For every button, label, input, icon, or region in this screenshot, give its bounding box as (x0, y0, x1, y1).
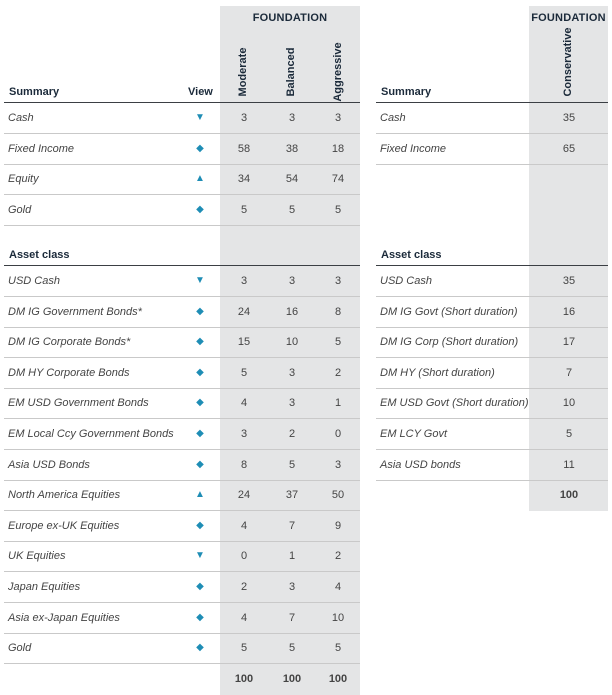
table-row (4, 195, 360, 226)
row-label: North America Equities (8, 489, 121, 502)
table-row (4, 450, 360, 481)
cell-value: 24 (237, 305, 251, 318)
cell-value: 74 (331, 173, 345, 186)
cell-value: 3 (288, 366, 296, 379)
table-row (376, 388, 608, 419)
left-summary-header: Summary (9, 86, 60, 98)
cell-value: 2 (288, 428, 296, 440)
row-label: EM LCY Govt (380, 428, 448, 440)
row-label: EM USD Government Bonds (8, 397, 149, 410)
cell-value: 10 (562, 397, 576, 410)
diamond-icon: ◆ (196, 305, 204, 317)
cell-value: 38 (285, 142, 299, 155)
table-row (4, 358, 360, 389)
table-row (4, 541, 360, 572)
right-asset-class-header: Asset class (381, 249, 442, 261)
row-label: Fixed Income (8, 142, 75, 155)
cell-value: 5 (334, 642, 342, 655)
cell-value: 3 (288, 581, 296, 593)
cell-value: 17 (562, 336, 576, 349)
cell-value: 7 (288, 519, 296, 532)
cell-value: 35 (562, 275, 576, 287)
cell-value: 3 (288, 275, 296, 287)
cell-value: 7 (565, 366, 573, 379)
table-row (4, 633, 360, 664)
total-aggressive: 100 (328, 673, 348, 685)
cell-value: 3 (334, 458, 342, 471)
diamond-icon: ◆ (196, 611, 204, 623)
total-moderate: 100 (234, 673, 254, 685)
cell-value: 4 (240, 519, 248, 532)
cell-value: 5 (240, 203, 248, 216)
row-label: Gold (8, 642, 32, 655)
diamond-icon: ◆ (196, 581, 204, 592)
total-conservative: 100 (559, 489, 579, 501)
diamond-icon: ◆ (196, 366, 204, 378)
diamond-icon: ◆ (196, 336, 204, 348)
table-row (4, 103, 360, 134)
table-row (376, 327, 608, 358)
cell-value: 34 (237, 173, 251, 186)
row-label: EM Local Ccy Government Bonds (8, 428, 174, 440)
cell-value: 10 (285, 336, 299, 349)
row-label: Equity (8, 173, 39, 186)
down-triangle-icon: ▼ (195, 550, 205, 562)
cell-value: 3 (334, 112, 342, 124)
cell-value: 5 (288, 642, 296, 655)
right-foundation-label: FOUNDATION (531, 12, 606, 24)
row-label: USD Cash (380, 275, 432, 287)
cell-value: 3 (288, 112, 296, 124)
row-label: Europe ex-UK Equities (8, 519, 120, 532)
cell-value: 3 (334, 275, 342, 287)
table-row (4, 266, 360, 297)
cell-value: 3 (288, 397, 296, 410)
cell-value: 1 (288, 550, 296, 563)
table-row (376, 134, 608, 165)
row-label: Gold (8, 203, 32, 216)
cell-value: 1 (334, 397, 342, 410)
row-label: UK Equities (8, 550, 66, 563)
up-triangle-icon: ▲ (195, 489, 205, 501)
table-row (4, 511, 360, 542)
diamond-icon: ◆ (196, 642, 204, 654)
row-label: EM USD Govt (Short duration) (380, 397, 529, 410)
cell-value: 2 (240, 581, 248, 593)
row-label: Asia ex-Japan Equities (8, 611, 120, 624)
cell-value: 7 (288, 611, 296, 624)
cell-value: 3 (240, 112, 248, 124)
diamond-icon: ◆ (196, 397, 204, 409)
up-triangle-icon: ▲ (195, 173, 205, 185)
table-row (4, 327, 360, 358)
diamond-icon: ◆ (196, 428, 204, 439)
cell-value: 8 (334, 305, 342, 318)
cell-value: 50 (331, 489, 345, 502)
cell-value: 10 (331, 611, 345, 624)
cell-value: 4 (334, 581, 342, 593)
row-label: DM IG Corp (Short duration) (380, 336, 519, 349)
table-row (4, 388, 360, 419)
table-row (376, 450, 608, 481)
left-foundation-label: FOUNDATION (252, 12, 328, 24)
cell-value: 2 (334, 550, 342, 563)
cell-value: 35 (562, 112, 576, 124)
cell-value: 3 (240, 275, 248, 287)
cell-value: 5 (240, 642, 248, 655)
cell-value: 5 (334, 203, 342, 216)
row-label: DM IG Government Bonds* (8, 305, 142, 318)
column-aggressive: Aggressive (332, 42, 344, 102)
cell-value: 2 (334, 366, 342, 379)
cell-value: 9 (334, 519, 342, 532)
column-conservative: Conservative (562, 27, 574, 97)
cell-value: 8 (240, 458, 248, 471)
row-label: USD Cash (8, 275, 60, 287)
cell-value: 37 (285, 489, 299, 502)
cell-value: 16 (285, 305, 299, 318)
table-row (4, 419, 360, 450)
table-row (376, 266, 608, 297)
table-row (376, 103, 608, 134)
table-row (4, 572, 360, 603)
cell-value: 4 (240, 611, 248, 624)
down-triangle-icon: ▼ (195, 112, 205, 123)
down-triangle-icon: ▼ (195, 275, 205, 286)
cell-value: 0 (334, 428, 342, 440)
row-label: Fixed Income (380, 142, 447, 155)
cell-value: 18 (331, 142, 345, 155)
cell-value: 15 (237, 336, 251, 349)
cell-value: 5 (565, 428, 573, 440)
table-row (4, 603, 360, 634)
right-summary-header: Summary (381, 86, 432, 98)
row-label: DM HY Corporate Bonds (8, 366, 130, 379)
diamond-icon: ◆ (196, 519, 204, 531)
cell-value: 0 (240, 550, 248, 563)
diamond-icon: ◆ (196, 458, 204, 470)
row-label: Cash (8, 112, 34, 124)
cell-value: 5 (288, 203, 296, 216)
table-row (376, 358, 608, 389)
row-label: Asia USD bonds (380, 458, 461, 471)
cell-value: 24 (237, 489, 251, 502)
row-label: Japan Equities (8, 581, 81, 593)
row-label: DM IG Corporate Bonds* (8, 336, 131, 349)
table-row (376, 419, 608, 450)
cell-value: 4 (240, 397, 248, 410)
cell-value: 16 (562, 305, 576, 318)
table-row (4, 134, 360, 165)
column-moderate: Moderate (237, 47, 249, 97)
table-row (4, 480, 360, 511)
cell-value: 58 (237, 142, 251, 155)
diamond-icon: ◆ (196, 142, 204, 154)
cell-value: 5 (288, 458, 296, 471)
row-label: DM HY (Short duration) (380, 366, 495, 379)
row-label: Asia USD Bonds (8, 458, 90, 471)
row-label: Cash (380, 112, 406, 124)
cell-value: 5 (334, 336, 342, 349)
table-row (376, 297, 608, 328)
cell-value: 11 (563, 458, 575, 471)
cell-value: 3 (240, 428, 248, 440)
left-asset-class-header: Asset class (9, 249, 70, 261)
cell-value: 65 (562, 142, 576, 155)
diamond-icon: ◆ (196, 203, 204, 215)
column-balanced: Balanced (285, 47, 297, 97)
table-row (4, 164, 360, 195)
table-row (4, 297, 360, 328)
cell-value: 54 (285, 173, 299, 186)
view-header: View (188, 86, 213, 98)
cell-value: 5 (240, 366, 248, 379)
total-balanced: 100 (282, 673, 302, 685)
row-label: DM IG Govt (Short duration) (380, 305, 518, 318)
